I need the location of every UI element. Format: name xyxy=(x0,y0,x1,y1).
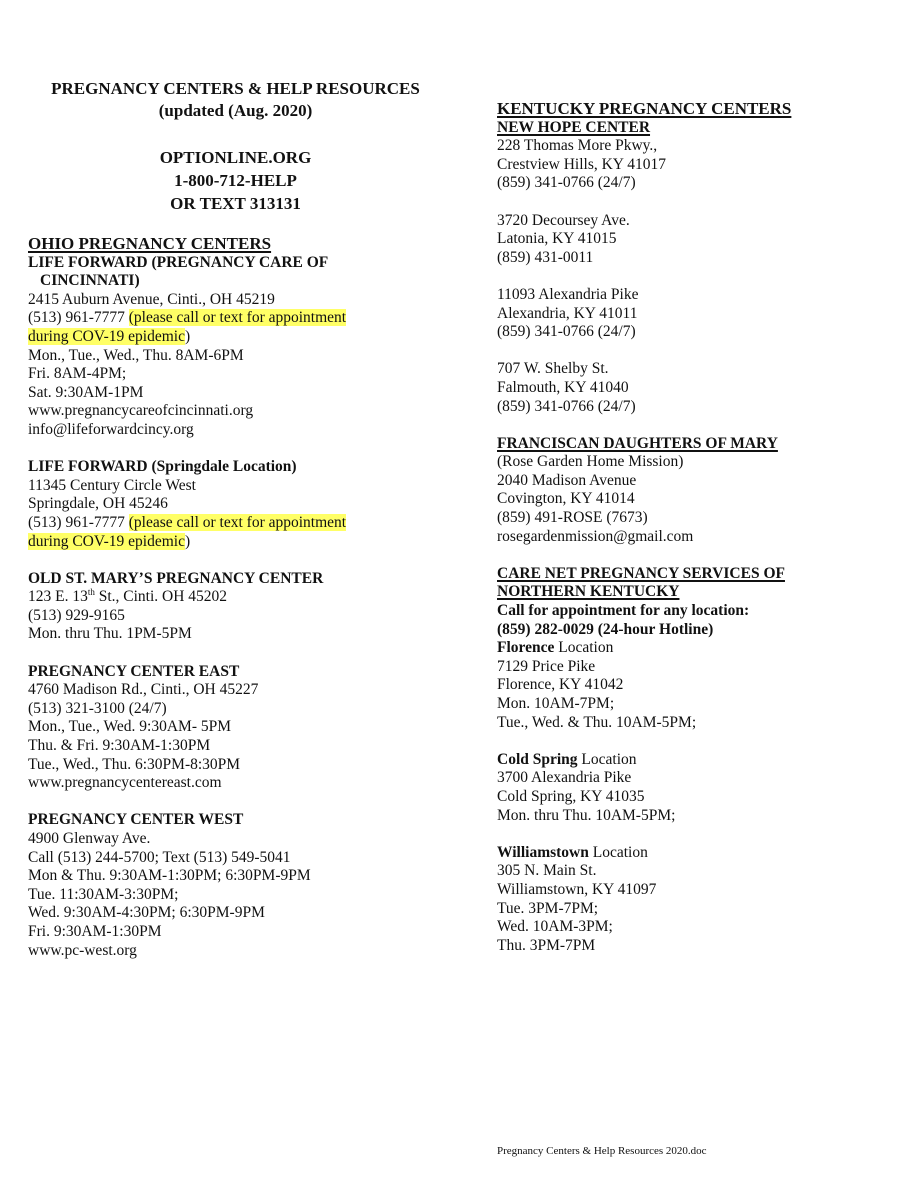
life-forward-hours-2: Fri. 8AM-4PM; xyxy=(28,365,127,383)
new-hope-loc4-line: (859) 341-0766 (24/7) xyxy=(497,397,636,415)
new-hope-loc1-line: Crestview Hills, KY 41017 xyxy=(497,155,667,173)
center-west-phone: Call (513) 244-5700; Text (513) 549-5041 xyxy=(28,848,291,866)
cold-spring-line: Cold Spring, KY 41035 xyxy=(497,787,645,805)
franciscan-entry xyxy=(497,435,877,547)
hotline-phone: 1-800-712-HELP xyxy=(174,171,297,190)
springdale-address-1: 11345 Century Circle West xyxy=(28,476,196,494)
page-title xyxy=(28,78,443,122)
old-st-marys-name: OLD ST. MARY’S PREGNANCY CENTER xyxy=(28,569,324,587)
center-east-hours-2: Thu. & Fri. 9:30AM-1:30PM xyxy=(28,737,211,755)
franciscan-line: 2040 Madison Avenue xyxy=(497,471,637,489)
center-west-hours-2: Tue. 11:30AM-3:30PM; xyxy=(28,885,179,903)
old-st-marys-address-pre: 123 E. 13 xyxy=(28,588,88,606)
new-hope-loc1-line: (859) 341-0766 (24/7) xyxy=(497,174,636,192)
life-forward-email[interactable]: info@lifeforwardcincy.org xyxy=(28,420,194,438)
care-net-entry xyxy=(497,565,877,955)
cold-spring-name: Cold Spring xyxy=(497,750,578,768)
center-west-name: PREGNANCY CENTER WEST xyxy=(28,811,244,829)
williamstown-line: Williamstown, KY 41097 xyxy=(497,880,657,898)
title-line-2: (updated (Aug. 2020) xyxy=(158,101,313,120)
life-forward-website[interactable]: www.pregnancycareofcincinnati.org xyxy=(28,402,254,420)
center-west-entry xyxy=(28,811,468,960)
old-st-marys-entry xyxy=(28,570,468,644)
center-west-hours-3: Wed. 9:30AM-4:30PM; 6:30PM-9PM xyxy=(28,904,265,922)
new-hope-loc2-line: 3720 Decoursey Ave. xyxy=(497,211,630,229)
florence-suffix: Location xyxy=(554,639,614,657)
new-hope-loc3-line: Alexandria, KY 41011 xyxy=(497,304,638,322)
care-net-call-1: Call for appointment for any location: xyxy=(497,602,750,620)
new-hope-entry xyxy=(497,119,877,417)
old-st-marys-address xyxy=(28,588,468,607)
title-line-1: PREGNANCY CENTERS & HELP RESOURCES xyxy=(51,79,420,98)
page-footer: Pregnancy Centers & Help Resources 2020.doc xyxy=(497,1145,707,1157)
cold-spring-suffix: Location xyxy=(577,750,637,768)
old-st-marys-address-post: St., Cinti. OH 45202 xyxy=(94,588,228,606)
center-west-hours-1: Mon & Thu. 9:30AM-1:30PM; 6:30PM-9PM xyxy=(28,867,311,885)
center-east-entry xyxy=(28,663,468,793)
franciscan-line: (Rose Garden Home Mission) xyxy=(497,453,684,471)
franciscan-line: (859) 491-ROSE (7673) xyxy=(497,509,648,527)
life-forward-address: 2415 Auburn Avenue, Cinti., OH 45219 xyxy=(28,290,275,308)
center-east-address: 4760 Madison Rd., Cinti., OH 45227 xyxy=(28,681,259,699)
center-east-name: PREGNANCY CENTER EAST xyxy=(28,662,240,680)
new-hope-loc2-line: Latonia, KY 41015 xyxy=(497,230,617,248)
life-forward-note-close: ) xyxy=(185,327,191,345)
center-west-address: 4900 Glenway Ave. xyxy=(28,830,151,847)
care-net-call-2: (859) 282-0029 (24-hour Hotline) xyxy=(497,620,714,638)
ohio-heading: OHIO PREGNANCY CENTERS xyxy=(28,234,272,253)
life-forward-hours-1: Mon., Tue., Wed., Thu. 8AM-6PM xyxy=(28,346,244,364)
williamstown-line: Wed. 10AM-3PM; xyxy=(497,918,613,936)
springdale-note-close: ) xyxy=(185,532,191,550)
center-east-hours-1: Mon., Tue., Wed. 9:30AM- 5PM xyxy=(28,718,232,736)
new-hope-loc3-line: (859) 341-0766 (24/7) xyxy=(497,323,636,341)
center-west-hours-4: Fri. 9:30AM-1:30PM xyxy=(28,922,162,940)
florence-line: 7129 Price Pike xyxy=(497,657,596,675)
springdale-phone-line xyxy=(28,514,468,533)
life-forward-name-2: CINCINNATI) xyxy=(40,272,140,290)
franciscan-email[interactable]: rosegardenmission@gmail.com xyxy=(497,527,694,545)
center-east-hours-3: Tue., Wed., Thu. 6:30PM-8:30PM xyxy=(28,755,241,773)
florence-line: Mon. 10AM-7PM; xyxy=(497,695,615,712)
florence-name: Florence xyxy=(497,639,555,657)
florence-line: Florence, KY 41042 xyxy=(497,676,624,694)
right-column xyxy=(497,0,877,955)
franciscan-name: FRANCISCAN DAUGHTERS OF MARY xyxy=(497,434,778,452)
life-forward-entry xyxy=(28,254,468,440)
center-east-phone: (513) 321-3100 (24/7) xyxy=(28,699,167,717)
life-forward-name-1: LIFE FORWARD (PREGNANCY CARE OF xyxy=(28,253,329,271)
williamstown-suffix: Location xyxy=(588,843,648,861)
new-hope-loc3-line: 11093 Alexandria Pike xyxy=(497,285,639,303)
williamstown-heading xyxy=(497,844,877,863)
cold-spring-line: 3700 Alexandria Pike xyxy=(497,769,632,787)
kentucky-heading: KENTUCKY PREGNANCY CENTERS xyxy=(497,99,792,118)
life-forward-hours-3: Sat. 9:30AM-1PM xyxy=(28,383,144,401)
williamstown-line: 305 N. Main St. xyxy=(497,862,597,880)
hotline-text: OR TEXT 313131 xyxy=(170,194,301,213)
cold-spring-line: Mon. thru Thu. 10AM-5PM; xyxy=(497,806,676,824)
florence-heading xyxy=(497,639,877,658)
old-st-marys-address-sup: th xyxy=(87,587,95,598)
florence-line: Tue., Wed. & Thu. 10AM-5PM; xyxy=(497,713,697,731)
care-net-name-1: CARE NET PREGNANCY SERVICES OF xyxy=(497,564,785,582)
williamstown-line: Tue. 3PM-7PM; xyxy=(497,899,599,917)
new-hope-loc2-line: (859) 431-0011 xyxy=(497,248,594,266)
center-west-website[interactable]: www.pc-west.org xyxy=(28,941,137,959)
life-forward-phone: (513) 961-7777 xyxy=(28,309,129,327)
old-st-marys-phone: (513) 929-9165 xyxy=(28,606,125,624)
new-hope-name: NEW HOPE CENTER xyxy=(497,118,651,136)
life-forward-note-line xyxy=(28,328,468,347)
springdale-note-line xyxy=(28,533,468,552)
center-east-website[interactable]: www.pregnancycentereast.com xyxy=(28,774,222,792)
new-hope-loc4-line: 707 W. Shelby St. xyxy=(497,360,609,378)
williamstown-line: Thu. 3PM-7PM xyxy=(497,936,596,954)
new-hope-loc1-line: 228 Thomas More Pkwy., xyxy=(497,137,658,155)
hotline-website: OPTIONLINE.ORG xyxy=(159,148,312,167)
life-forward-note-2: during COV-19 epidemic xyxy=(28,327,185,345)
springdale-note-1: (please call or text for appointment xyxy=(128,513,347,531)
cold-spring-heading xyxy=(497,751,877,770)
left-column xyxy=(28,0,468,960)
franciscan-line: Covington, KY 41014 xyxy=(497,490,635,508)
care-net-name-2: NORTHERN KENTUCKY xyxy=(497,583,680,601)
springdale-entry xyxy=(28,458,468,551)
williamstown-name: Williamstown xyxy=(497,843,589,861)
springdale-address-2: Springdale, OH 45246 xyxy=(28,495,168,513)
hotline-block xyxy=(28,146,443,215)
springdale-phone: (513) 961-7777 xyxy=(28,513,129,531)
springdale-note-2: during COV-19 epidemic xyxy=(28,532,185,550)
life-forward-phone-line xyxy=(28,309,468,328)
new-hope-loc4-line: Falmouth, KY 41040 xyxy=(497,378,629,396)
springdale-name: LIFE FORWARD (Springdale Location) xyxy=(28,458,297,476)
old-st-marys-hours: Mon. thru Thu. 1PM-5PM xyxy=(28,625,192,643)
life-forward-note-1: (please call or text for appointment xyxy=(128,309,347,327)
